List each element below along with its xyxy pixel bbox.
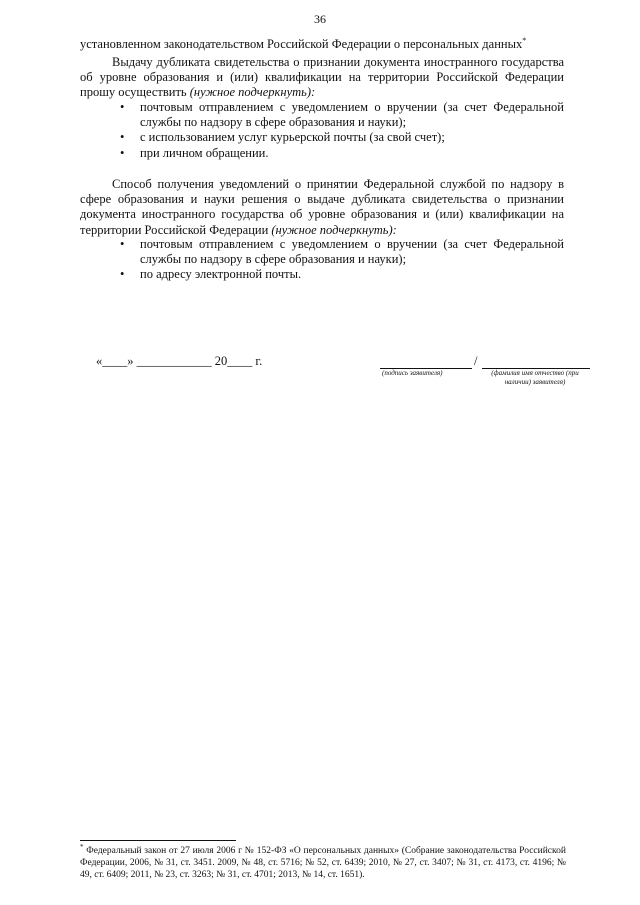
signature-slash: / [474, 354, 478, 368]
underline-note: (нужное подчеркнуть): [189, 85, 316, 100]
delivery-options-list [120, 100, 564, 161]
list-item [120, 130, 564, 145]
list-item [120, 267, 564, 282]
date-field: «____» ____________ 20____ г. [96, 354, 263, 368]
bullet-icon: • [120, 267, 125, 282]
option-text: почтовым отправлением с уведомлением о вручении (за счет Федеральной службы по надзору в сфере образования и науки); [140, 100, 564, 130]
bullet-icon: • [120, 130, 125, 145]
footnote-marker: * [80, 842, 84, 851]
duplicate-request-text: Выдачу дубликата свидетельства о признании документа иностранного государства об уровне образования и (или) квалификации на территории Российской Федерации прошу осуществить [80, 55, 564, 100]
footnote-text: Федеральный закон от 27 июля 2006 г № 152-ФЗ «О персональных данных» (Собрание законодательства Российской Федерации, 2006, № 31, ст. 3451. 2009, № 48, ст. 5716; № 52, ст. 6439; 2010, № 27, ст. 3407; № 31, ст. 4173, ст. 4196; № 49, ст. 6409; 2011, № 23, ст. 3263; № 31, ст. 4701; 2013, № 14, ст. 1651). [80, 846, 566, 880]
option-text: по адресу электронной почты. [140, 267, 302, 282]
signature-block [380, 354, 590, 394]
option-text: почтовым отправлением с уведомлением о вручении (за счет Федеральной службы по надзору в сфере образования и науки); [140, 237, 564, 267]
notification-method-paragraph [80, 177, 564, 238]
page-number: 36 [314, 12, 326, 26]
footnote [80, 842, 566, 881]
bullet-icon: • [120, 237, 125, 251]
continuation-line [80, 37, 564, 52]
bullet-icon: • [120, 100, 125, 114]
duplicate-request-paragraph [80, 55, 564, 101]
notification-options-list [120, 237, 564, 283]
option-text: при личном обращении. [140, 145, 269, 160]
footnote-divider [80, 840, 236, 841]
signature-caption: (подпись заявителя) [382, 369, 443, 377]
list-item [120, 145, 564, 161]
notification-method-text: Способ получения уведомлений о принятии Федеральной службой по надзору в сфере образования и науки решения о выдаче дубликата свидетельства о признании документа иностранного государства об уровне образования и (или) квалификации на территории Российской Федерации [80, 177, 564, 237]
footnote-ref: * [522, 35, 527, 45]
underline-note: (нужное подчеркнуть): [271, 222, 397, 237]
name-caption: (фамилия имя отчество (при наличии) заявителя) [491, 369, 579, 386]
list-item [120, 100, 564, 130]
option-text: с использованием услуг курьерской почты (за свой счет); [140, 130, 445, 145]
bullet-icon: • [120, 145, 125, 160]
continuation-text: установленном законодательством Российской Федерации о персональных данных [80, 37, 523, 51]
list-item [120, 237, 564, 267]
